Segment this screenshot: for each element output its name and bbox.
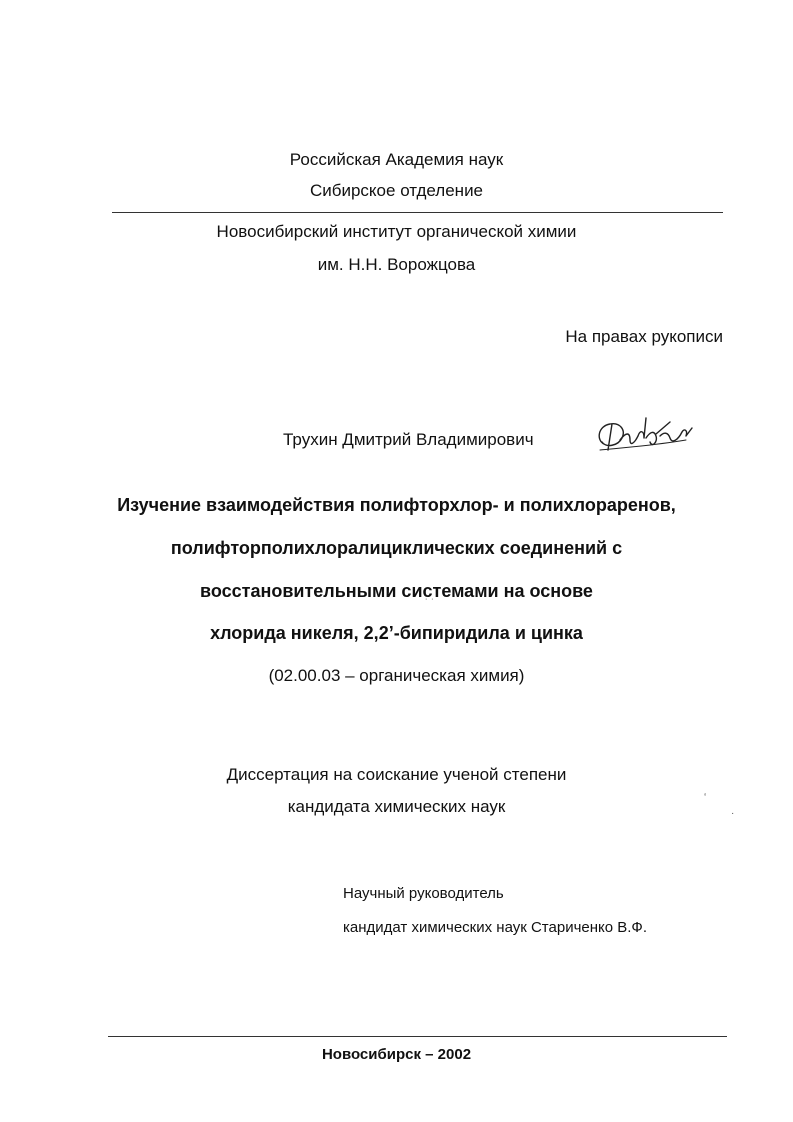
footer-divider xyxy=(108,1036,727,1037)
author-name: Трухин Дмитрий Владимирович xyxy=(283,430,534,449)
title-line-3: восстановительными системами на основе xyxy=(200,581,593,601)
title-line-2: полифторполихлоралициклических соединений с xyxy=(170,538,623,558)
city-year: Новосибирск – 2002 xyxy=(321,1046,472,1063)
degree-line-2: кандидата химических наук xyxy=(287,797,506,816)
manuscript-note: На правах рукописи xyxy=(565,327,723,346)
author-signature xyxy=(590,410,702,460)
institute-name: Новосибирский институт органической химии xyxy=(216,222,577,241)
degree-line-1: Диссертация на соискание ученой степени xyxy=(226,765,567,784)
scan-speck: · xyxy=(731,808,735,819)
branch-name: Сибирское отделение xyxy=(309,181,484,200)
supervisor-name: кандидат химических наук Стариченко В.Ф. xyxy=(343,919,647,936)
title-line-1: Изучение взаимодействия полифторхлор- и полихлораренов, xyxy=(117,495,676,515)
institute-honorific: им. Н.Н. Ворожцова xyxy=(317,255,476,274)
specialty-code: (02.00.03 – органическая химия) xyxy=(268,666,525,685)
scan-speck: ‘ xyxy=(704,792,707,803)
header-divider xyxy=(112,212,723,213)
title-line-4: хлорида никеля, 2,2’-бипиридила и цинка xyxy=(210,623,583,643)
scan-speck: ˙ ˙ xyxy=(425,598,435,609)
supervisor-label: Научный руководитель xyxy=(343,885,504,902)
academy-name: Российская Академия наук xyxy=(289,150,504,169)
